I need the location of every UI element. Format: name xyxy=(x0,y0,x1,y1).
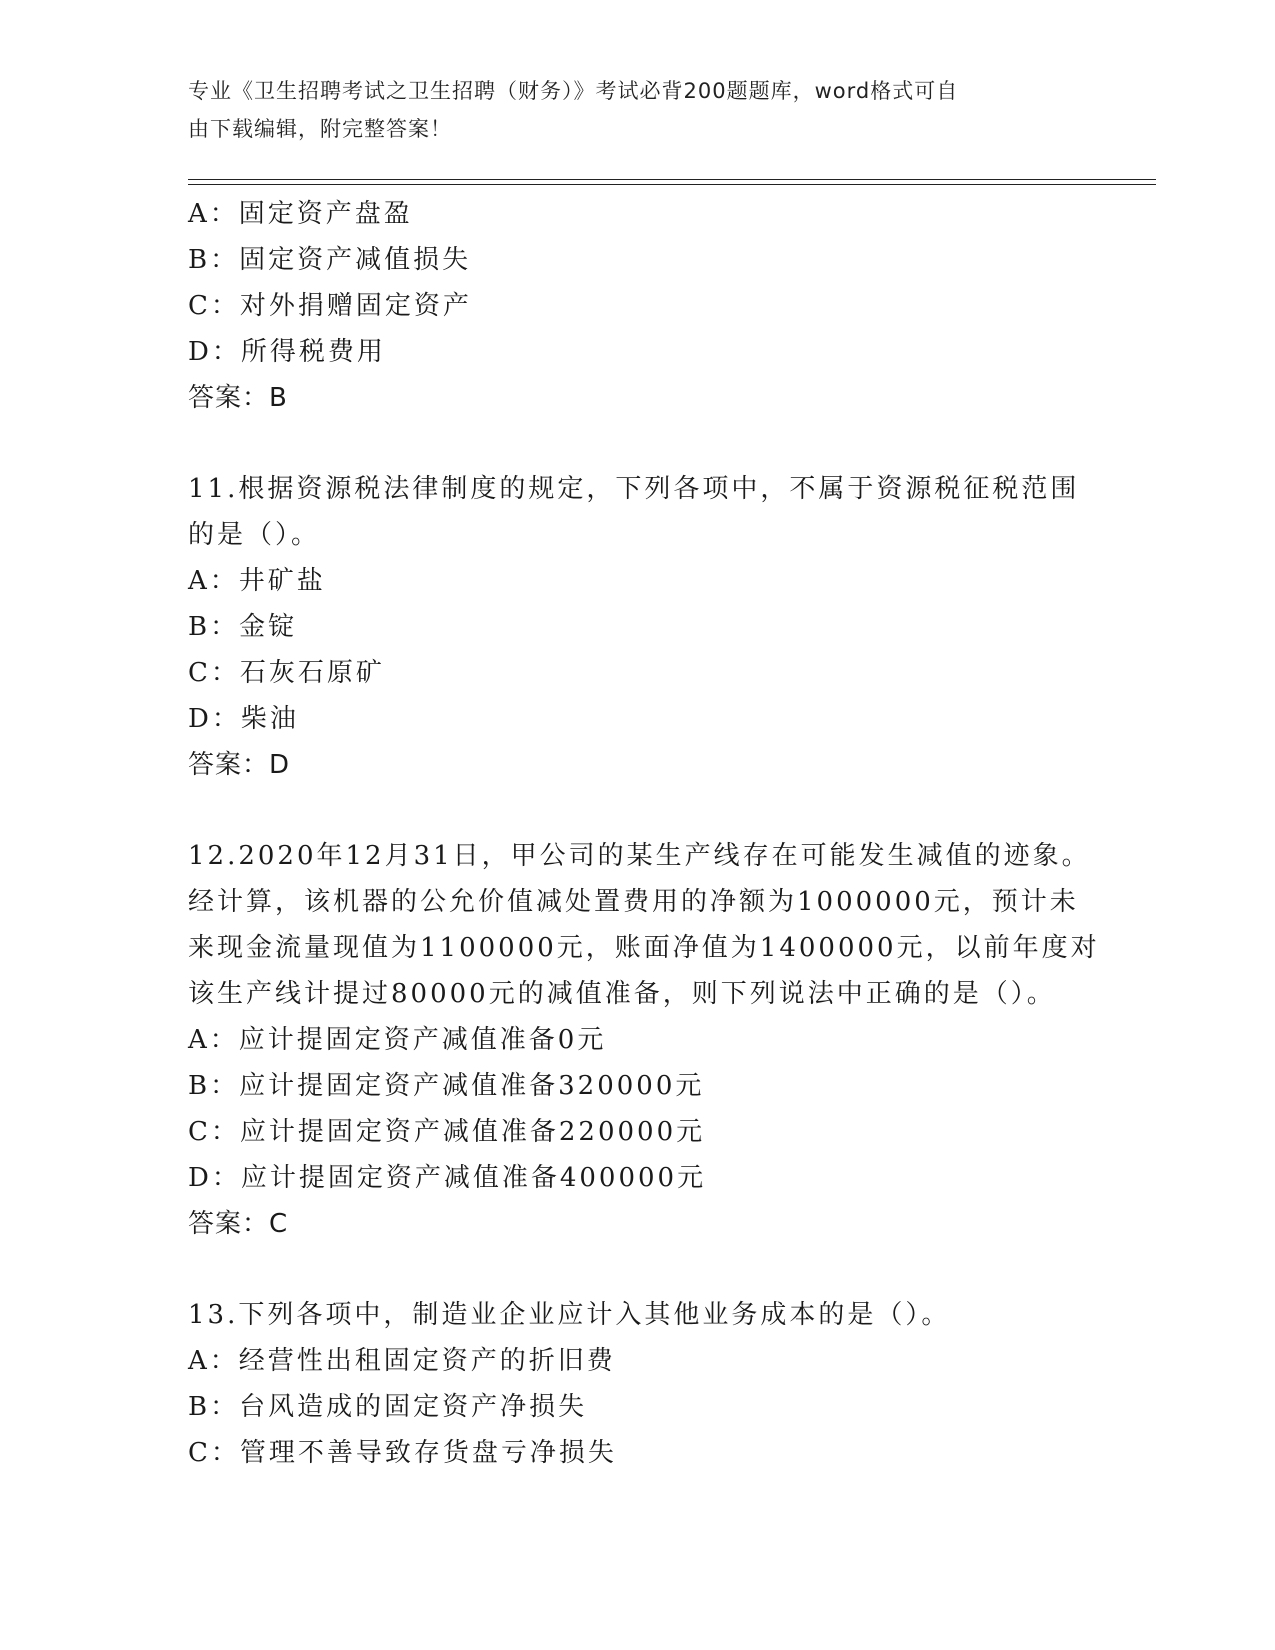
question-11-block xyxy=(188,466,1088,788)
q12-answer: 答案：C xyxy=(188,1209,289,1239)
question-spacer xyxy=(188,421,1088,466)
q11-option-a: A：井矿盐 xyxy=(188,566,326,596)
header-divider-bottom xyxy=(188,184,1156,185)
q11-option-b: B：金锭 xyxy=(188,612,298,642)
header-divider-top xyxy=(188,179,1156,180)
q13-option-b: B：台风造成的固定资产净损失 xyxy=(188,1392,588,1422)
q12-option-b: B：应计提固定资产减值准备320000元 xyxy=(188,1071,705,1101)
q10-option-d: D：所得税费用 xyxy=(188,337,386,367)
document-header-note xyxy=(188,72,1068,148)
q11-stem-line-2: 的是（）。 xyxy=(188,520,321,550)
q10-option-b: B：固定资产减值损失 xyxy=(188,245,472,275)
question-10-block xyxy=(188,191,1088,421)
header-line-2: 由下载编辑，附完整答案！ xyxy=(188,117,452,141)
q12-stem-line-2: 经计算，该机器的公允价值减处置费用的净额为1000000元，预计未 xyxy=(188,887,1079,917)
q10-answer: 答案：B xyxy=(188,383,288,413)
question-spacer xyxy=(188,1247,1088,1292)
q10-option-a: A：固定资产盘盈 xyxy=(188,199,413,229)
q11-stem-line-1: 11.根据资源税法律制度的规定，下列各项中，不属于资源税征税范围 xyxy=(188,474,1080,504)
question-12-block xyxy=(188,833,1100,1247)
q12-stem-line-1: 12.2020年12月31日，甲公司的某生产线存在可能发生减值的迹象。 xyxy=(188,841,1091,871)
q13-option-a: A：经营性出租固定资产的折旧费 xyxy=(188,1346,616,1376)
q13-option-c: C：管理不善导致存货盘亏净损失 xyxy=(188,1438,617,1468)
q11-option-c: C：石灰石原矿 xyxy=(188,658,385,688)
q12-option-a: A：应计提固定资产减值准备0元 xyxy=(188,1025,607,1055)
question-spacer xyxy=(188,788,1088,833)
q12-option-d: D：应计提固定资产减值准备400000元 xyxy=(188,1163,707,1193)
question-13-block xyxy=(188,1292,1088,1476)
q12-stem-line-3: 来现金流量现值为1100000元，账面净值为1400000元，以前年度对 xyxy=(188,933,1100,963)
header-line-1: 专业《卫生招聘考试之卫生招聘（财务）》考试必背200题题库，word格式可自 xyxy=(188,79,959,103)
q10-option-c: C：对外捐赠固定资产 xyxy=(188,291,472,321)
q13-stem-line-1: 13.下列各项中，制造业企业应计入其他业务成本的是（）。 xyxy=(188,1300,951,1330)
q11-option-d: D：柴油 xyxy=(188,704,299,734)
q12-stem-line-4: 该生产线计提过80000元的减值准备，则下列说法中正确的是（）。 xyxy=(188,979,1056,1009)
q12-option-c: C：应计提固定资产减值准备220000元 xyxy=(188,1117,706,1147)
question-list xyxy=(188,191,1100,1476)
q11-answer: 答案：D xyxy=(188,750,291,780)
